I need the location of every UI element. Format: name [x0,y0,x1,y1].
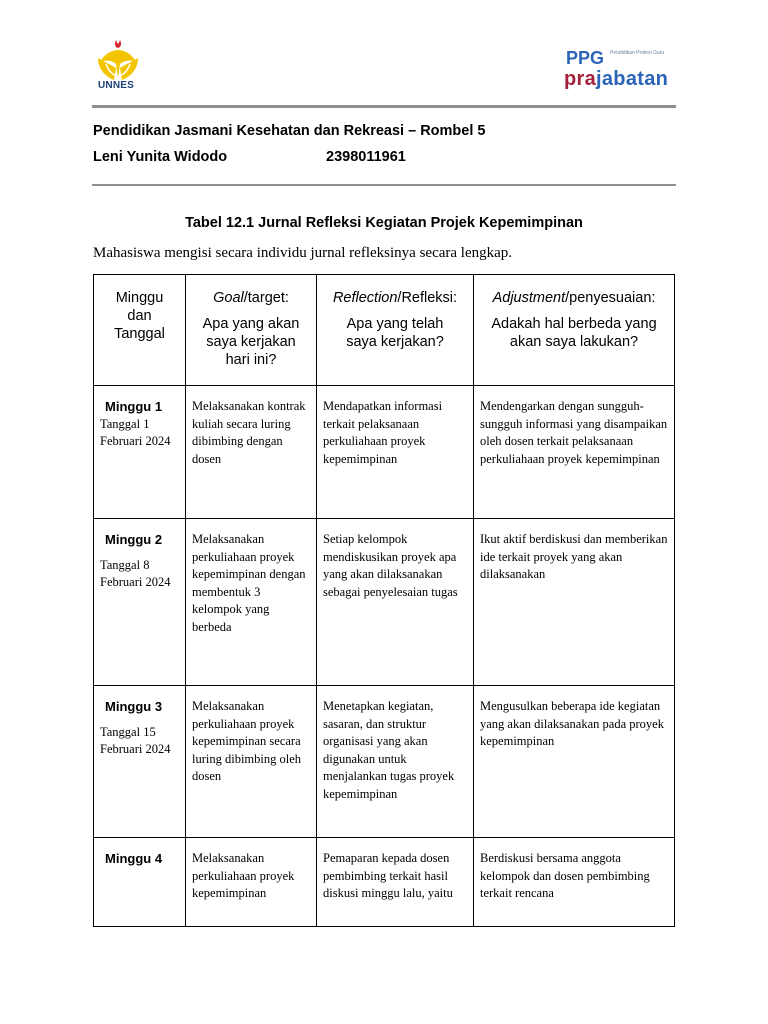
header-reflection: Reflection/Refleksi: Apa yang telah saya kerjakan? [317,275,474,386]
document-header [92,38,676,98]
header-week-date: Minggu dan Tanggal [94,275,186,386]
student-nim: 2398011961 [326,149,406,165]
table-row [94,519,675,686]
week-cell [94,386,186,519]
reflection-cell: Menetapkan kegiatan, sasaran, dan struktur organisasi yang akan digunakan untuk menjalankan tugas proyek kepemimpinan [317,686,474,838]
adjustment-cell: Ikut aktif berdiskusi dan memberikan ide terkait proyek yang akan dilaksanakan [474,519,675,686]
reflection-cell: Mendapatkan informasi terkait pelaksanaan perkuliahaan proyek kepemimpinan [317,386,474,519]
ppg-logo-top: PPG [566,48,605,68]
ppg-logo-subtext: Pendidikan Profesi Guru [610,50,665,56]
table-caption: Tabel 12.1 Jurnal Refleksi Kegiatan Projek Kepemimpinan [185,215,583,231]
table-header-row [94,275,675,386]
unnes-logo-text: UNNES [98,80,135,91]
ppg-logo-bottom [564,68,668,91]
unnes-logo [94,38,142,96]
reflection-journal-table [93,274,675,927]
ppg-logo-bottom-b: jabatan [596,68,669,90]
student-name: Leni Yunita Widodo [93,149,228,165]
info-divider [92,184,676,186]
week-date: Tanggal 15 Februari 2024 [100,724,171,757]
table-row [94,838,675,927]
header-divider [92,105,676,108]
header-adjustment: Adjustment/penyesuaian: Adakah hal berbeda yang akan saya lakukan? [474,275,675,386]
table-row [94,386,675,519]
week-label: Minggu 1 [105,399,163,414]
week-date: Tanggal 1 Februari 2024 [100,416,171,449]
header-adjustment-question: Adakah hal berbeda yang akan saya lakukan? [491,316,657,350]
intro-text: Mahasiswa mengisi secara individu jurnal refleksinya secara lengkap. [93,245,513,261]
goal-cell: Melaksanakan perkuliahaan proyek kepemimpinan [186,838,317,927]
week-date: Tanggal 8 Februari 2024 [100,557,171,590]
header-goal-question: Apa yang akan saya kerjakan hari ini? [202,316,300,368]
ppg-prajabatan-logo [564,48,676,94]
goal-cell: Melaksanakan perkuliahaan proyek kepemimpinan dengan membentuk 3 kelompok yang berbeda [186,519,317,686]
ppg-logo-bottom-a: pra [564,68,597,90]
week-label: Minggu 2 [105,532,163,547]
week-cell [94,838,186,927]
header-goal: Goal/target: Apa yang akan saya kerjakan hari ini? [186,275,317,386]
reflection-cell: Setiap kelompok mendiskusikan proyek apa yang akan dilaksanakan sebagai penyelesaian tugas [317,519,474,686]
week-label: Minggu 3 [105,699,163,714]
goal-cell: Melaksanakan perkuliahaan proyek kepemimpinan secara luring dibimbing oleh dosen [186,686,317,838]
goal-cell: Melaksanakan kontrak kuliah secara luring dibimbing dengan dosen [186,386,317,519]
table-row [94,686,675,838]
adjustment-cell: Berdiskusi bersama anggota kelompok dan dosen pembimbing terkait rencana [474,838,675,927]
week-cell [94,519,186,686]
week-label: Minggu 4 [105,851,163,866]
course-title: Pendidikan Jasmani Kesehatan dan Rekreasi – Rombel 5 [93,123,486,139]
adjustment-cell: Mengusulkan beberapa ide kegiatan yang akan dilaksanakan pada proyek kepemimpinan [474,686,675,838]
week-cell [94,686,186,838]
header-reflection-question: Apa yang telah saya kerjakan? [346,316,444,350]
reflection-cell: Pemaparan kepada dosen pembimbing terkait hasil diskusi minggu lalu, yaitu [317,838,474,927]
adjustment-cell: Mendengarkan dengan sungguh-sungguh informasi yang disampaikan oleh dosen terkait pelaksanaan perkuliahaan proyek kepemimpinan [474,386,675,519]
